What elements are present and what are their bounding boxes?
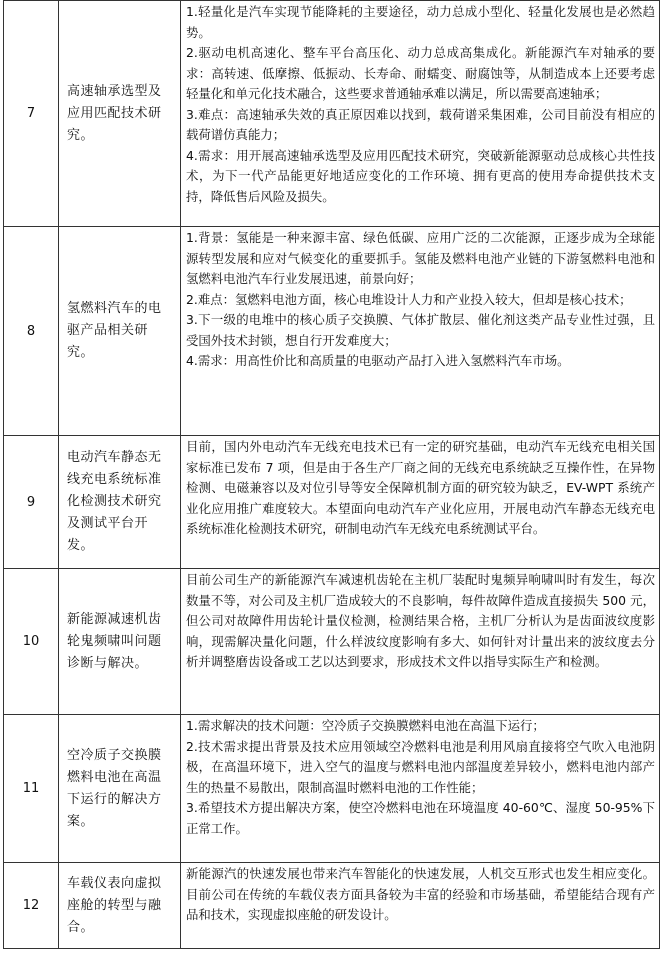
row-description [181,436,660,569]
desc-paragraph: 新能源汽的快速发展也带来汽车智能化的快速发展，人机交互形式也发生相应变化。目前公司在传统的车载仪表方面具备较为丰富的经验和市场基础，希望能结合现有产品和技术，实现虚拟座舱的研发设计。 [186,866,655,922]
desc-paragraph: 4.需求：用开展高速轴承选型及应用匹配技术研究，突破新能源驱动总成核心共性技术，为下一代产品能更好地适应变化的工作环境、拥有更高的使用寿命提供技术支持，降低售后风险及损失。 [186,147,655,204]
desc-paragraph: 3.难点：高速轴承失效的真正原因难以找到，载荷谱采集困难，公司目前没有相应的载荷谱仿真能力； [186,106,655,142]
desc-paragraph: 3.下一级的电堆中的核心质子交换膜、气体扩散层、催化剂这类产品专业性过强，且受国外技术封锁，想自行开发难度大； [186,312,655,348]
row-number: 11 [4,715,59,863]
desc-paragraph: 1.需求解决的技术问题：空冷质子交换膜燃料电池在高温下运行； [186,718,545,733]
row-number: 8 [4,227,59,436]
table-row [4,569,660,715]
row-topic: 氢燃料汽车的电驱产品相关研究。 [59,227,181,436]
row-number: 9 [4,436,59,569]
row-number: 7 [4,1,59,227]
desc-paragraph: 目前，国内外电动汽车无线充电技术已有一定的研究基础，电动汽车无线充电相关国家标准已发布 7 项，但是由于各生产厂商之间的无线充电系统缺乏互操作性，在异物检测、电磁兼容以及对位引导等安全保障机制方面的研究较为缺乏，EV-WPT 系统产业化应用推广难度较大。本望面向电动汽车产业化应用，开展电动汽车静态无线充电系统标准化检测技术研究，研制电动汽车无线充电系统测试平台。 [186,439,655,536]
row-topic: 空冷质子交换膜燃料电池在高温下运行的解决方案。 [59,715,181,863]
row-description [181,1,660,227]
table-row [4,1,660,227]
row-description [181,227,660,436]
row-description [181,863,660,949]
desc-paragraph: 2.技术需求提出背景及技术应用领域空冷燃料电池是利用风扇直接将空气吹入电池阴极，在高温环境下，进入空气的温度与燃料电池内部温度差异较小，燃料电池内部产生的热量不易散出，限制高温时燃料电池的工作性能； [186,738,655,795]
row-topic: 新能源减速机齿轮鬼频啸叫问题诊断与解决。 [59,569,181,715]
row-number: 12 [4,863,59,949]
row-topic: 电动汽车静态无线充电系统标准化检测技术研究及测试平台开发。 [59,436,181,569]
row-description [181,715,660,863]
row-topic: 车载仪表向虚拟座舱的转型与融合。 [59,863,181,949]
desc-paragraph: 2.驱动电机高速化、整车平台高压化、动力总成高集成化。新能源汽车对轴承的要求：高转速、低摩擦、低振动、长寿命、耐蠕变、耐腐蚀等，从制造成本上还要考虑轻量化和单元化技术融合，这些要求普通轴承难以满足，所以需要高速轴承； [186,45,655,101]
table-row [4,715,660,863]
desc-paragraph: 1.轻量化是汽车实现节能降耗的主要途径，动力总成小型化、轻量化发展也是必然趋势。 [186,4,655,40]
desc-paragraph: 2.难点：氢燃料电池方面，核心电堆设计人力和产业投入较大，但却是核心技术； [186,291,632,307]
table-row [4,863,660,949]
desc-paragraph: 4.需求：用高性价比和高质量的电驱动产品打入进入氢燃料汽车市场。 [186,353,570,368]
row-description [181,569,660,715]
desc-paragraph: 目前公司生产的新能源汽车减速机齿轮在主机厂装配时鬼频异响啸叫时有发生，每次数量不等，对公司及主机厂造成较大的不良影响，每件故障件造成直接损失 500 元，但公司对故障件用齿轮计量仪检测，检测结果合格，主机厂分析认为是齿面波纹度影响，现需解决量化问题，什么样波纹度影响有多大、如何针对计量出来的波纹度去分析并调整磨齿设备或工艺以达到要求，形成技术文件以指导实际生产和检测。 [186,572,655,669]
desc-paragraph: 3.希望技术方提出解决方案，使空冷燃料电池在环境温度 40-60℃、湿度 50-95%下正常工作。 [186,800,655,836]
row-number: 10 [4,569,59,715]
table-row [4,227,660,436]
desc-paragraph: 1.背景：氢能是一种来源丰富、绿色低碳、应用广泛的二次能源，正逐步成为全球能源转型发展和应对气候变化的重要抓手。氢能及燃料电池产业链的下游氢燃料电池和氢燃料电池汽车行业发展迅速，前景向好； [186,230,655,286]
row-topic: 高速轴承选型及应用匹配技术研究。 [59,1,181,227]
table-row [4,436,660,569]
tech-needs-table [3,0,660,949]
